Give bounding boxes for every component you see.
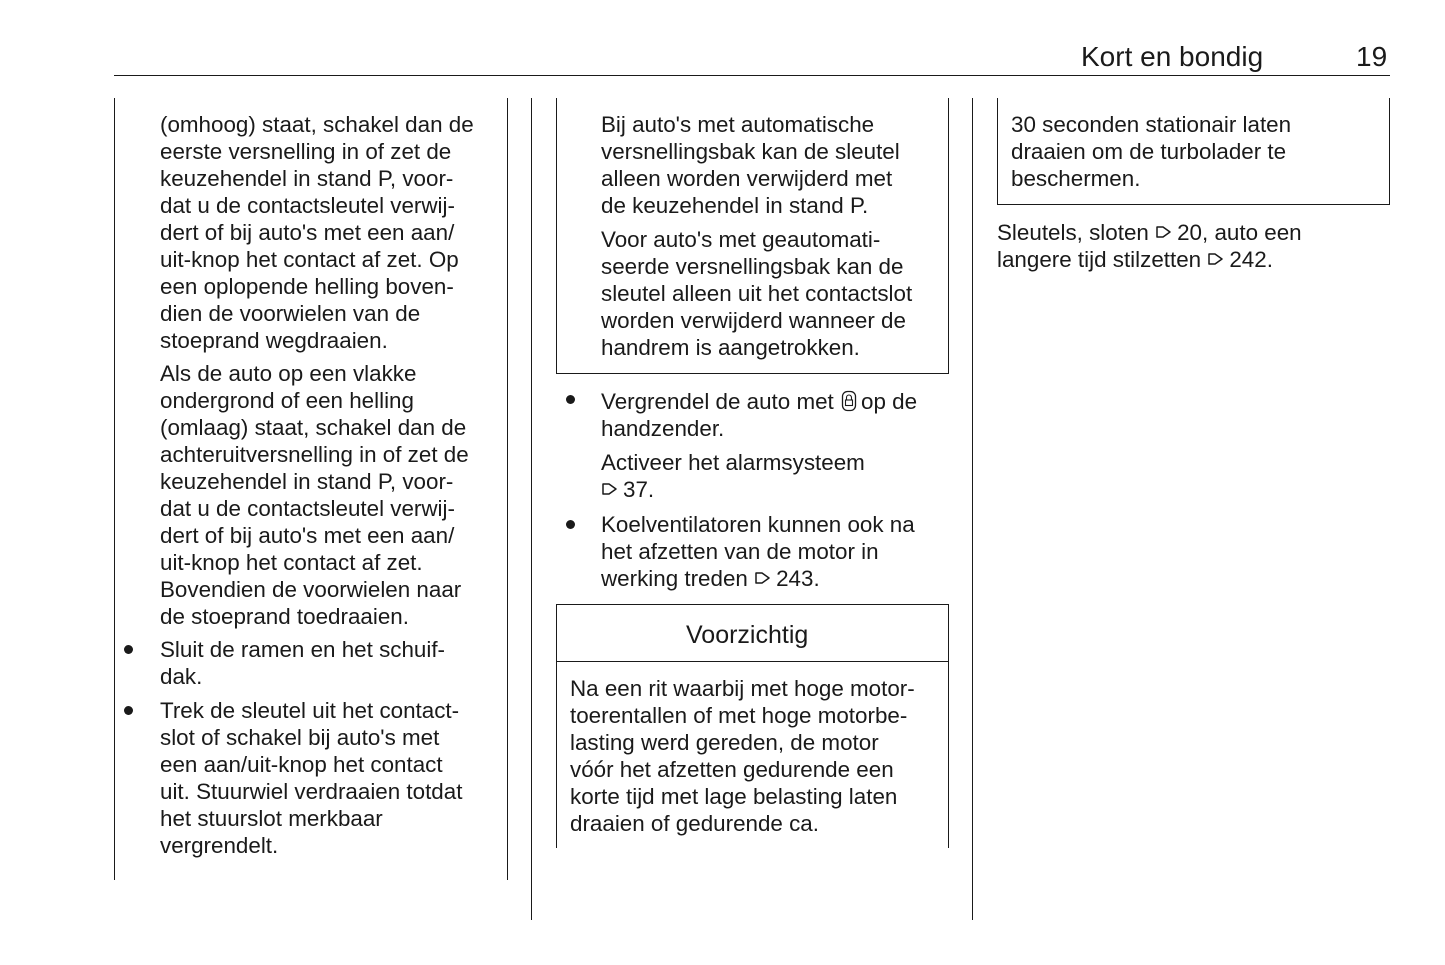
alarm-text: Activeer het alarmsysteem xyxy=(601,450,865,475)
see-also-keys-locks: Sleutels, sloten xyxy=(997,220,1149,245)
column-divider xyxy=(531,98,532,920)
bullet-fans-text: Koelventilatoren kunnen ook na het afzetten van de motor in xyxy=(601,512,915,564)
col3-caution-left-border xyxy=(997,98,998,205)
col1-right-border xyxy=(507,98,508,880)
col3-caution-bottom-border xyxy=(997,204,1390,205)
arrow-reference-icon xyxy=(1207,250,1225,268)
automatic-transmission-paragraph: Bij auto's met automatische versnellingsbak kan de sleutel alleen worden verwijderd met de keuzehendel in stand P. xyxy=(601,112,900,218)
section-title: Kort en bondig xyxy=(1081,41,1264,72)
col3-caution-right-border xyxy=(1389,98,1390,205)
col2-note-right-border xyxy=(948,98,949,374)
alarm-paragraph xyxy=(601,449,865,503)
caution-left-border xyxy=(556,604,557,848)
caution-continued: 30 seconden stationair laten draaien om de turbolader te beschermen. xyxy=(1011,112,1292,191)
caution-title: Voorzichtig xyxy=(686,621,809,649)
parking-flat-paragraph: Als de auto op een vlakke ondergrond of een helling (omlaag) staat, schakel dan de achteruitversnelling in of zet de keuzehendel in stand P, voor- dat u de contactsleutel verwij- dert of bij auto's met een aan/ uit-knop het contact af zet. Bovendien de voorwielen naar de stoeprand toedraaien. xyxy=(160,361,469,629)
col1-left-border xyxy=(114,98,115,880)
col2-note-left-border xyxy=(556,98,557,374)
bullet-remove-key: Trek de sleutel uit het contact- slot of schakel bij auto's met een aan/uit-knop het contact uit. Stuurwiel verdraaien totdat het stuurslot merkbaar vergrendelt. xyxy=(160,698,463,858)
page-number: 19 xyxy=(1356,41,1388,72)
column-divider xyxy=(972,98,973,920)
automated-transmission-paragraph: Voor auto's met geautomati- seerde versnellingsbak kan de sleutel alleen uit het contactslot worden verwijderd wanneer de handrem is aangetrokken. xyxy=(601,227,913,360)
see-also-ref2: 242. xyxy=(1229,247,1273,272)
arrow-reference-icon xyxy=(601,480,619,498)
arrow-reference-icon xyxy=(1155,223,1173,241)
header-rule xyxy=(114,75,1390,76)
bullet-dot xyxy=(566,520,575,529)
caution-top-border xyxy=(556,604,949,605)
lock-button-icon xyxy=(841,390,857,412)
bullet-cooling-fans xyxy=(601,511,915,592)
bullet-dot xyxy=(124,706,133,715)
fans-page-ref: 243. xyxy=(776,566,820,591)
bullet-fans-line3: werking treden xyxy=(601,566,748,591)
caution-title-divider xyxy=(556,661,949,662)
parking-uphill-paragraph: (omhoog) staat, schakel dan de eerste versnelling in of zet de keuzehendel in stand P, voor- dat u de contactsleutel verwij- dert of bij auto's met een aan/ uit-knop het contact af zet. Op een oplopende helling boven- dien de voorwielen van de stoeprand wegdraaien. xyxy=(160,112,474,353)
bullet-lock-line2: handzender. xyxy=(601,416,725,441)
arrow-reference-icon xyxy=(754,569,772,587)
bullet-lock-prefix: Vergrendel de auto met xyxy=(601,389,834,414)
col2-note-bottom-border xyxy=(556,373,949,374)
caution-body: Na een rit waarbij met hoge motor- toerentallen of met hoge motorbe- lasting werd gereden, de motor vóór het afzetten gedurende een korte tijd met lage belasting laten draaien of gedurende ca. xyxy=(570,676,915,836)
alarm-page-ref: 37. xyxy=(623,477,655,502)
see-also-long-term-parking: langere tijd stilzetten xyxy=(997,247,1202,272)
bullet-lock-vehicle xyxy=(601,388,917,442)
bullet-dot xyxy=(566,395,575,404)
bullet-close-windows: Sluit de ramen en het schuif- dak. xyxy=(160,637,446,689)
bullet-dot xyxy=(124,645,133,654)
bullet-lock-suffix: op de xyxy=(861,389,918,414)
caution-right-border xyxy=(948,604,949,848)
see-also-ref1: 20, auto een xyxy=(1177,220,1302,245)
see-also-references xyxy=(997,219,1302,273)
